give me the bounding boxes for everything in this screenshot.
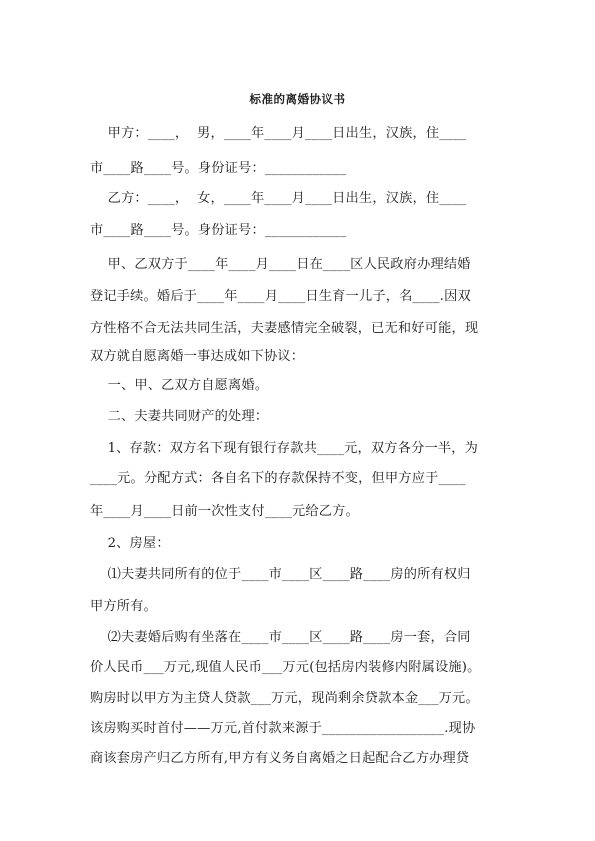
text-line: 甲、乙双方于____年____月____日在____区人民政府办理结婚: [90, 257, 471, 272]
text-line: ____元。分配方式：各自名下的存款保持不变，但甲方应于____: [90, 471, 466, 486]
text-line: 该房购买时首付——万元,首付款来源于__________________.现协: [90, 721, 476, 736]
text-line: 二、夫妻共同财产的处理：: [90, 409, 269, 424]
text-line: 乙方：____， 女，____年____月____日出生，汉族，住____: [90, 191, 467, 206]
text-line: ⑵夫妻婚后购有坐落在____市____区____路____房一套，合同: [90, 630, 471, 645]
document-title: 标准的离婚协议书: [249, 92, 346, 106]
text-line: 市____路____号。身份证号：____________: [90, 161, 347, 176]
text-line: 价人民币___万元,现值人民币___万元(包括房内装修内附属设施)。: [90, 660, 481, 675]
text-line: 商该套房产归乙方所有,甲方有义务自离婚之日起配合乙方办理贷: [90, 751, 470, 766]
text-line: 年____月____日前一次性支付____元给乙方。: [90, 504, 359, 519]
text-line: 登记手续。婚后于____年____月____日生育一儿子，名____.因双: [90, 289, 471, 304]
text-line: 双方就自愿离婚一事达成如下协议：: [90, 349, 305, 364]
text-line: 购房时以甲方为主贷人贷款___万元，现尚剩余贷款本金___万元。: [90, 691, 479, 706]
text-line: 2、房屋：: [90, 536, 170, 551]
text-line: 甲方：____， 男，____年____月____日出生，汉族，住____: [90, 126, 467, 141]
text-line: ⑴夫妻共同所有的位于____市____区____路____房的所有权归: [90, 567, 471, 582]
text-line: 一、甲、乙双方自愿离婚。: [90, 378, 269, 393]
text-line: 市____路____号。身份证号：____________: [90, 223, 347, 238]
text-line: 甲方所有。: [90, 599, 157, 614]
text-line: 方性格不合无法共同生活，夫妻感情完全破裂，已无和好可能，现: [90, 321, 479, 336]
text-line: 1、存款：双方名下现有银行存款共____元，双方各分一半，为: [90, 441, 479, 456]
